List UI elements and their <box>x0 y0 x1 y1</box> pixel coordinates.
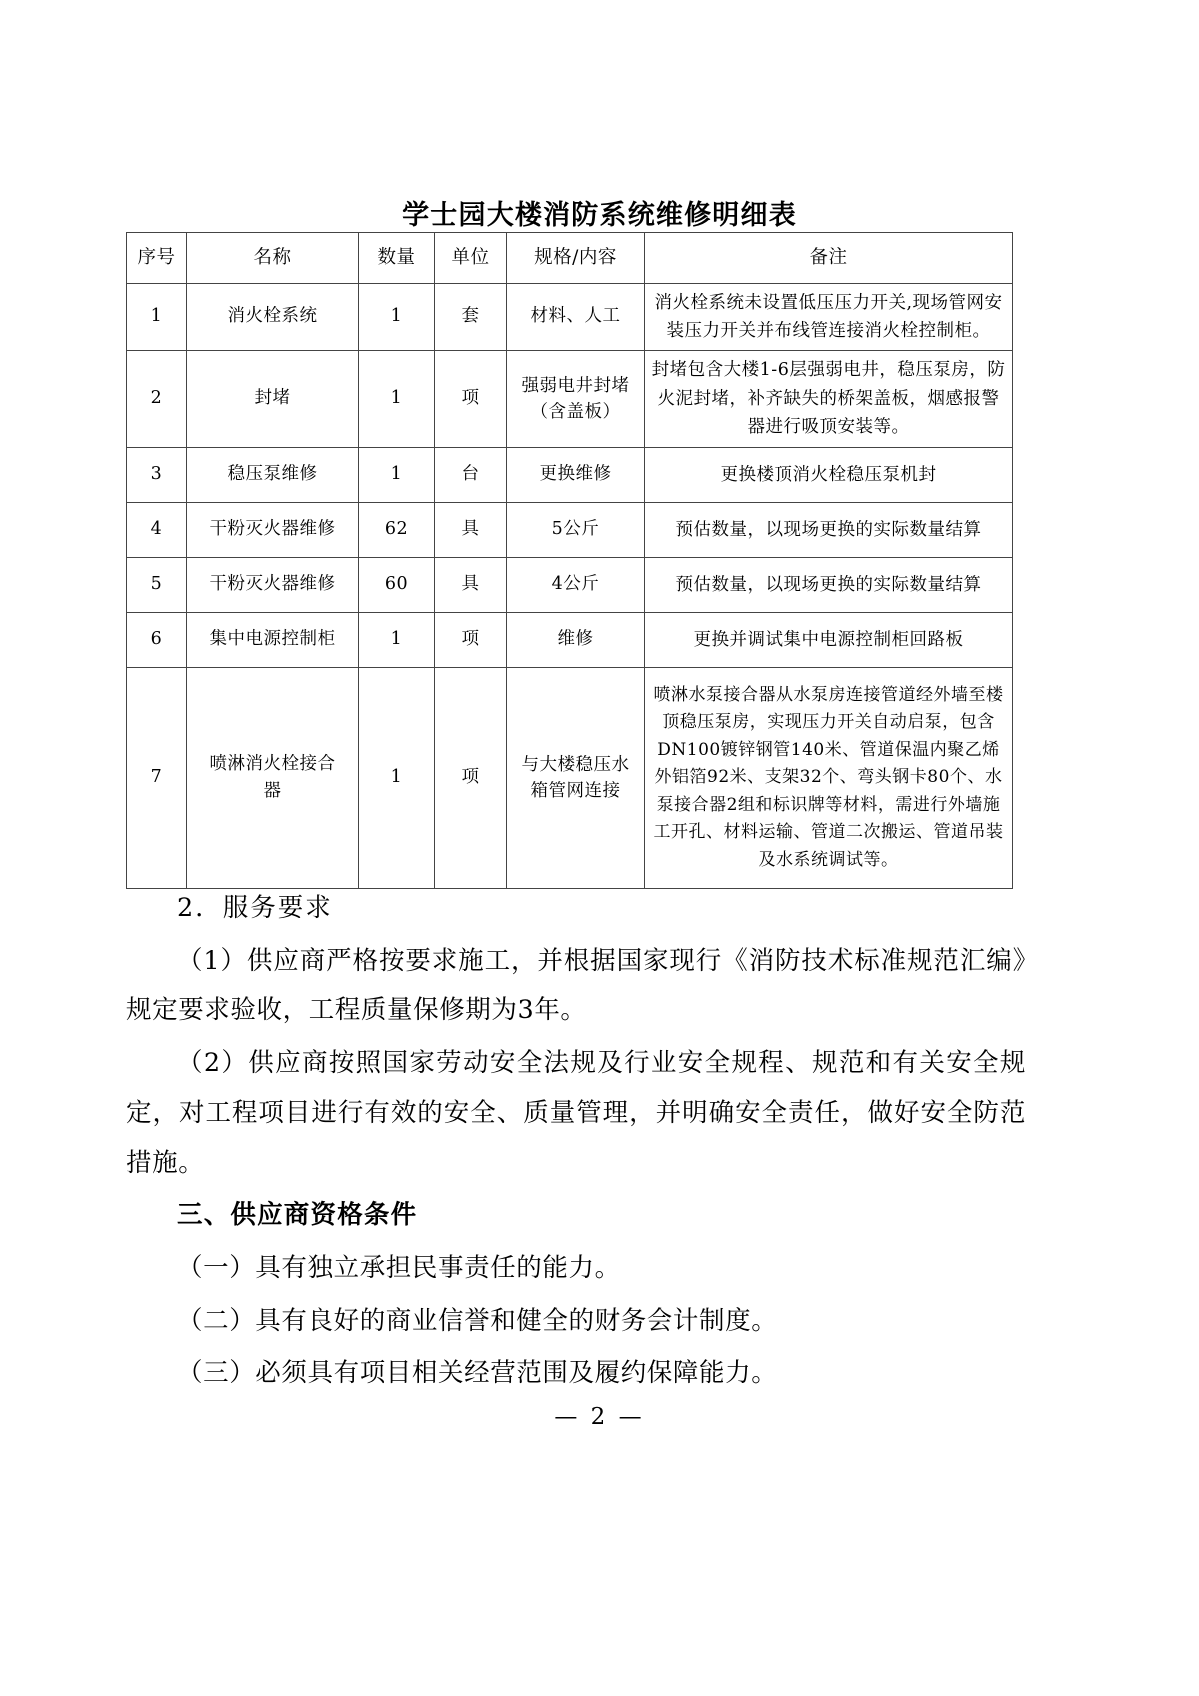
cell-spec <box>507 668 645 889</box>
cell-index: 5 <box>127 558 187 613</box>
cell-quantity: 62 <box>359 503 435 558</box>
cell-spec: 维修 <box>507 613 645 668</box>
cell-name-line2: 器 <box>263 781 282 801</box>
cell-name: 消火栓系统 <box>187 284 359 351</box>
cell-quantity: 1 <box>359 613 435 668</box>
cell-spec: 4公斤 <box>507 558 645 613</box>
table-row <box>127 284 1013 351</box>
column-header-remark: 备注 <box>645 233 1013 284</box>
section-2-heading: 2．服务要求 <box>177 893 333 923</box>
cell-unit: 项 <box>435 613 507 668</box>
cell-unit: 具 <box>435 503 507 558</box>
cell-spec <box>507 351 645 448</box>
table-header-row <box>127 233 1013 284</box>
cell-remark: 更换楼顶消火栓稳压泵机封 <box>645 448 1013 503</box>
cell-spec-line1: 强弱电井封堵 <box>521 375 630 396</box>
page-number-footer: — 2 — <box>554 1404 645 1430</box>
body-content <box>126 884 1026 1402</box>
column-header-unit: 单位 <box>435 233 507 284</box>
cell-spec-line2: 箱管网连接 <box>530 781 621 801</box>
column-header-spec: 规格/内容 <box>507 233 645 284</box>
cell-remark: 封堵包含大楼1-6层强弱电井，稳压泵房，防火泥封堵，补齐缺失的桥架盖板，烟感报警器进行吸顶安装等。 <box>645 351 1013 448</box>
service-requirement-item-1: （1）供应商严格按要求施工，并根据国家现行《消防技术标准规范汇编》规定要求验收，工程质量保修期为3年。 <box>126 945 1026 1026</box>
page-title: 学士园大楼消防系统维修明细表 <box>402 200 797 231</box>
cell-index: 3 <box>127 448 187 503</box>
table-row <box>127 668 1013 889</box>
cell-remark: 预估数量，以现场更换的实际数量结算 <box>645 558 1013 613</box>
cell-index: 1 <box>127 284 187 351</box>
cell-spec: 更换维修 <box>507 448 645 503</box>
cell-index: 7 <box>127 668 187 889</box>
cell-spec-line2: （含盖板） <box>530 402 621 422</box>
cell-index: 6 <box>127 613 187 668</box>
cell-index: 2 <box>127 351 187 448</box>
table-row <box>127 351 1013 448</box>
cell-name: 集中电源控制柜 <box>187 613 359 668</box>
column-header-name: 名称 <box>187 233 359 284</box>
table-row <box>127 613 1013 668</box>
table-row <box>127 558 1013 613</box>
cell-unit: 套 <box>435 284 507 351</box>
cell-quantity: 1 <box>359 448 435 503</box>
qualification-item-1: （一）具有独立承担民事责任的能力。 <box>177 1253 621 1284</box>
section-3-heading: 三、供应商资格条件 <box>177 1200 418 1231</box>
service-requirement-item-2: （2）供应商按照国家劳动安全法规及行业安全规程、规范和有关安全规定，对工程项目进行有效的安全、质量管理，并明确安全责任，做好安全防范措施。 <box>126 1048 1026 1178</box>
cell-unit: 项 <box>435 351 507 448</box>
cell-name: 封堵 <box>187 351 359 448</box>
cell-quantity: 1 <box>359 351 435 448</box>
cell-index: 4 <box>127 503 187 558</box>
cell-remark: 预估数量，以现场更换的实际数量结算 <box>645 503 1013 558</box>
column-header-quantity: 数量 <box>359 233 435 284</box>
qualification-item-3: （三）必须具有项目相关经营范围及履约保障能力。 <box>177 1358 778 1389</box>
cell-name: 稳压泵维修 <box>187 448 359 503</box>
qualification-item-2: （二）具有良好的商业信誉和健全的财务会计制度。 <box>177 1305 778 1336</box>
cell-remark: 更换并调试集中电源控制柜回路板 <box>645 613 1013 668</box>
cell-quantity: 60 <box>359 558 435 613</box>
cell-spec-line1: 与大楼稳压水 <box>521 754 630 775</box>
cell-remark: 喷淋水泵接合器从水泵房连接管道经外墙至楼顶稳压泵房，实现压力开关自动启泵，包含DN100镀锌钢管140米、管道保温内聚乙烯外铝箔92米、支架32个、弯头钢卡80个、水泵接合器2组和标识牌等材料，需进行外墙施工开孔、材料运输、管道二次搬运、管道吊装及水系统调试等。 <box>645 668 1013 889</box>
cell-name: 干粉灭火器维修 <box>187 558 359 613</box>
cell-name-line1: 喷淋消火栓接合 <box>209 753 336 774</box>
cell-name: 干粉灭火器维修 <box>187 503 359 558</box>
cell-name <box>187 668 359 889</box>
maintenance-detail-table <box>126 232 1013 889</box>
cell-spec: 5公斤 <box>507 503 645 558</box>
column-header-index: 序号 <box>127 233 187 284</box>
cell-unit: 台 <box>435 448 507 503</box>
maintenance-detail-table-wrapper <box>126 232 1012 889</box>
cell-remark: 消火栓系统未设置低压压力开关,现场管网安装压力开关并布线管连接消火栓控制柜。 <box>645 284 1013 351</box>
cell-unit: 具 <box>435 558 507 613</box>
table-row <box>127 503 1013 558</box>
cell-spec: 材料、人工 <box>507 284 645 351</box>
cell-quantity: 1 <box>359 284 435 351</box>
cell-quantity: 1 <box>359 668 435 889</box>
cell-unit: 项 <box>435 668 507 889</box>
table-row <box>127 448 1013 503</box>
